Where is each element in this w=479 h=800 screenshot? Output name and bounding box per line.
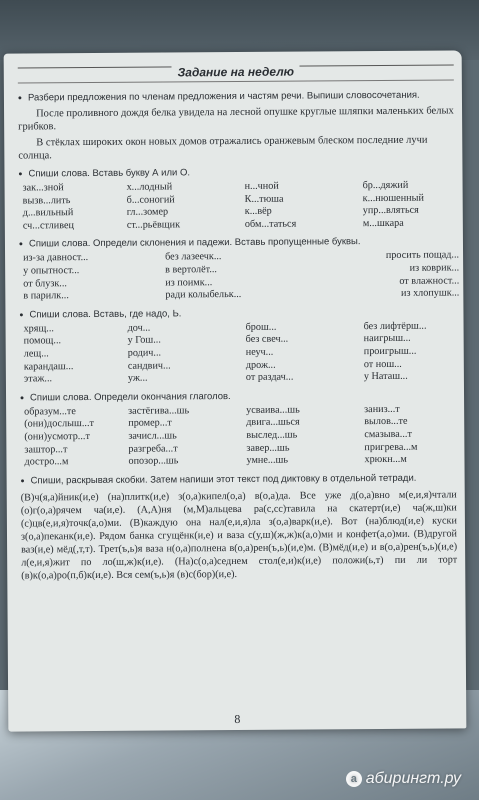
word: без лифтёрш... xyxy=(363,320,427,332)
word: из поимк... xyxy=(165,276,213,289)
word: достро...м xyxy=(24,456,69,468)
word: из-за давност... xyxy=(23,252,89,264)
word: без свеч... xyxy=(245,333,289,346)
word: этаж... xyxy=(23,373,53,385)
word: к...вёр xyxy=(244,205,272,218)
word: от нош... xyxy=(363,358,402,370)
word: зачисл...шь xyxy=(128,430,177,442)
word: опозор...шь xyxy=(128,455,179,467)
word: ст...рьёвщик xyxy=(126,219,181,231)
watermark-logo-icon: a xyxy=(346,771,362,787)
word: усваива...шь xyxy=(246,404,300,416)
word: от влажност... xyxy=(399,274,460,287)
word: пригрева...м xyxy=(364,441,418,453)
word: умне...шь xyxy=(246,454,289,467)
word: зак...зной xyxy=(22,182,64,194)
page-number: 8 xyxy=(234,711,241,727)
word: ради колыбельк... xyxy=(165,289,242,301)
word: вылов...те xyxy=(364,416,408,428)
word: от блузк... xyxy=(23,277,67,290)
word: наигрыш... xyxy=(363,333,411,345)
section-header xyxy=(18,64,454,86)
task6-instruction: • Спиши, раскрывая скобки. Затем напиши этот текст под диктовку в отдельной тетради. xyxy=(21,472,457,487)
word: из коврик... xyxy=(409,262,460,274)
watermark-text: абирингт.ру xyxy=(365,770,461,787)
task3-word-grid xyxy=(23,249,460,303)
task5-instruction: • Спиши слова. Определи окончания глаголов. xyxy=(20,389,456,404)
word: н...чной xyxy=(244,180,279,192)
word: сандвич... xyxy=(127,359,171,372)
word: доч... xyxy=(127,322,151,334)
word: (они)усмотр...т xyxy=(24,430,90,443)
word: к...нюшенный xyxy=(362,192,424,204)
word: К...тюша xyxy=(244,193,284,205)
word: без лазеечк... xyxy=(165,251,222,263)
task2-word-grid xyxy=(23,179,455,232)
word: вызв...лить xyxy=(22,194,71,207)
word: обм...таться xyxy=(244,218,297,230)
task1-instruction: • Разбери предложения по членам предложения и частям речи. Выпиши словосочетания. xyxy=(18,89,454,104)
word: просить пощад... xyxy=(385,249,460,262)
word: у опытност... xyxy=(23,265,80,277)
task3-instruction: • Спиши слова. Определи склонения и падежи. Вставь пропущенные буквы. xyxy=(19,236,455,251)
word: в вертолёт... xyxy=(165,264,217,276)
word: б...соногий xyxy=(126,194,175,206)
word: карандаш... xyxy=(23,360,74,373)
task1-sentence-1: После проливного дождя белка увидела на лесной опушке круглые шляпки маленьких белых грибков. xyxy=(18,105,454,133)
word: смазыва...т xyxy=(364,428,412,441)
task4-word-grid xyxy=(24,320,456,386)
word: неуч... xyxy=(245,346,274,358)
word: хрящ... xyxy=(23,323,54,335)
word: брош... xyxy=(245,321,277,333)
word: упр...вляться xyxy=(362,204,419,217)
word: в парилк... xyxy=(23,290,69,302)
word: лещ... xyxy=(23,348,49,360)
word: образум...те xyxy=(24,405,76,418)
word: у Наташ... xyxy=(363,370,408,383)
word: разгреба...т xyxy=(128,442,178,455)
word: м...шкара xyxy=(362,217,404,229)
book-page xyxy=(4,50,467,731)
page-content xyxy=(18,60,458,582)
word: проигрыш... xyxy=(363,345,417,358)
word: завер...шь xyxy=(246,442,290,454)
header-rule xyxy=(18,79,454,83)
task6-text: (В)ч(я,а)йник(и,е) (на)плитк(и,е) з(о,а)кипел(о,а) в(о,а)да. Все уже д(о,а)вно м(е,и,я)чтали (о)г(о,а)рячем ча(и,е). (А,А)ня (м,М)альцева ра(с,сс)тавила на скатерт(и,е) ча(ж,ш)ки (с)цв(е,и,я)точк(а,о)ми. (В)каждую она нал(е,и,я)ла з(о,а)варк(и,е). Вот (на)блюд(и,е) куски з(о,а)пеканк(и,е). Рядом банка сгущёнк(и,е) и ваза с(у,ш)(ж,ж)к(а,о)ми и конфет(а,о)ми. (В)другой ваз(и,е) мёд(,т,т). Трет(ъ,ь)я ваза н(о,а)полнена в(о,а)рен(ъ,ь)(и,е)м. (В)мёд(и,е) и в(о,а)рен(ъ,ь)(и,е) л(е,и,я)жит по ло(ш,ж)к(и,е). (На)с(о,а)седнем стол(е,и)к(и,е) положи(ь,т) пи ли торт (в)к(о,а)ро(п,б)к(и,е). Вся сем(ъ,ь)я (в)с(бор)(и,е). xyxy=(20,489,458,582)
word: гл...зомер xyxy=(126,206,169,218)
word: хрюкн...м xyxy=(364,453,407,466)
word: у Гош... xyxy=(127,334,161,347)
task1-sentence-2: В стёклах широких окон новых домов отражались оранжевым блеском последние лучи солнца. xyxy=(18,134,428,162)
word: двига...шься xyxy=(246,416,300,429)
word: от раздач... xyxy=(245,371,294,384)
word: (они)дослыш...т xyxy=(24,418,94,430)
task5-word-grid xyxy=(24,403,456,469)
word: помощ... xyxy=(23,335,62,347)
task2-instruction: • Спиши слова. Вставь букву А или О. xyxy=(18,165,454,180)
word: заштор...т xyxy=(24,443,68,455)
word: уж... xyxy=(127,372,148,384)
word: застёгива...шь xyxy=(128,405,190,417)
watermark xyxy=(346,770,461,788)
word: бр...дяжий xyxy=(362,179,409,192)
word: заниз...т xyxy=(364,403,400,415)
word: д...вильный xyxy=(22,207,74,219)
word: выслед...шь xyxy=(246,429,298,441)
word: промер...т xyxy=(128,417,172,430)
word: родич... xyxy=(127,347,162,359)
word: из хлопушк... xyxy=(401,287,460,299)
word: сч...стливец xyxy=(22,219,74,232)
word: дрож... xyxy=(245,359,276,371)
header-title: Задание на неделю xyxy=(171,65,300,80)
task4-instruction: • Спиши слова. Вставь, где надо, Ь. xyxy=(19,306,455,321)
word: х...лодный xyxy=(126,181,173,193)
